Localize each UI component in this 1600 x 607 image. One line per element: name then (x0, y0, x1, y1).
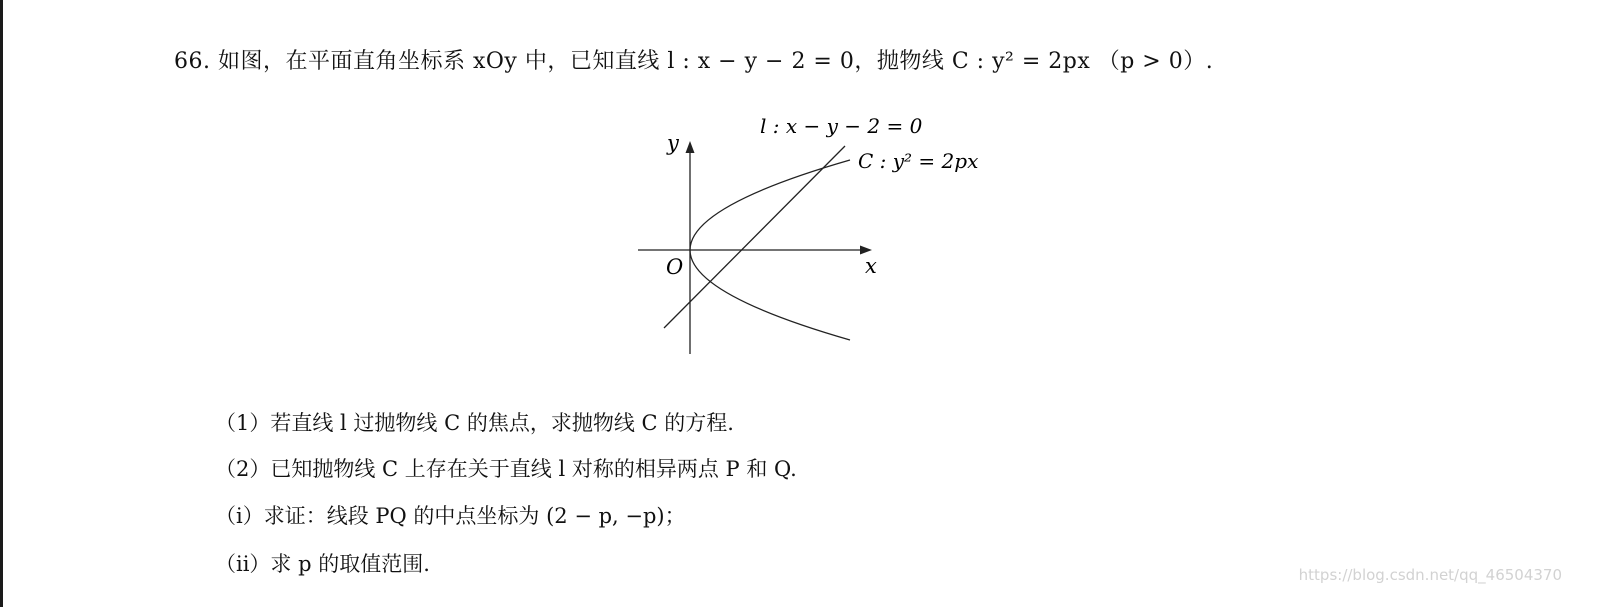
line-l-label: l : x − y − 2 = 0 (760, 114, 923, 138)
question-2-part-ii: （ii）求 p 的取值范围. (215, 552, 430, 576)
coordinate-figure (600, 108, 1020, 367)
y-axis-label: y (667, 131, 679, 155)
line-l (664, 146, 845, 328)
question-2-part-i: （i）求证：线段 PQ 的中点坐标为 (2 − p, −p)； (215, 504, 686, 528)
figure-svg (600, 108, 1020, 363)
origin-label: O (666, 255, 684, 279)
question-1: （1）若直线 l 过抛物线 C 的焦点，求抛物线 C 的方程. (215, 411, 734, 435)
watermark-url: https://blog.csdn.net/qq_46504370 (1298, 566, 1562, 584)
x-axis-label: x (865, 254, 877, 278)
question-2: （2）已知抛物线 C 上存在关于直线 l 对称的相异两点 P 和 Q. (215, 457, 797, 481)
y-axis-arrow (686, 141, 695, 153)
parabola-label: C : y² = 2px (858, 149, 979, 173)
problem-stem: 66. 如图，在平面直角坐标系 xOy 中，已知直线 l : x − y − 2 = 0，抛物线 C : y² = 2px （p > 0）. (174, 49, 1214, 74)
page-left-edge (0, 0, 3, 607)
